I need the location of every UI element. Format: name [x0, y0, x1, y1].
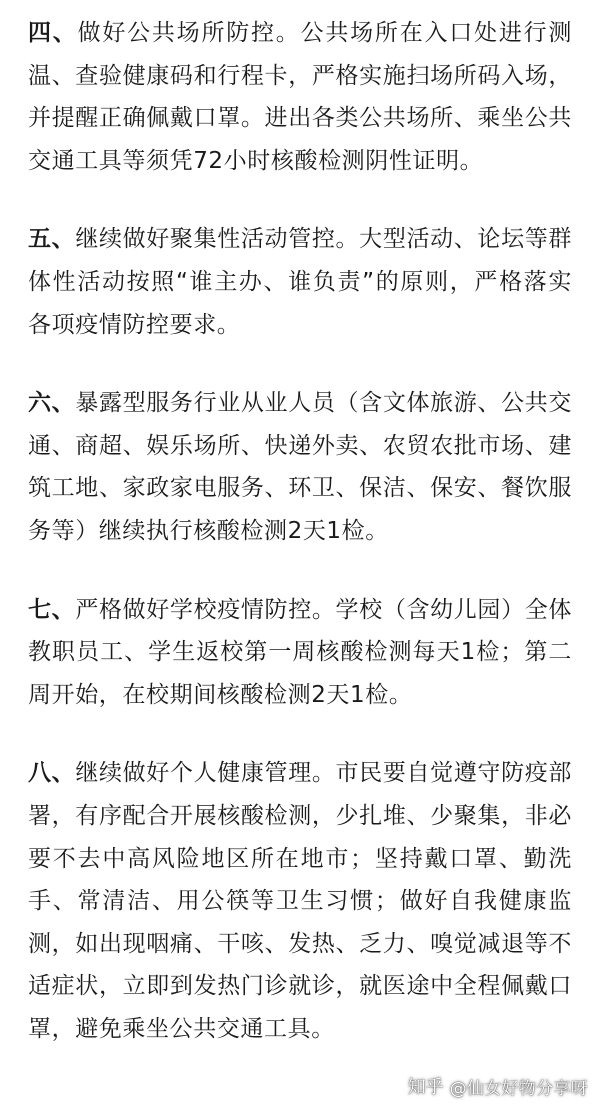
- paragraph-7-heading: 七、: [28, 596, 76, 623]
- paragraph-6-heading: 六、: [28, 390, 76, 417]
- paragraph-8: [28, 752, 572, 1050]
- watermark: [408, 1073, 588, 1099]
- paragraph-8-heading: 八、: [28, 760, 76, 787]
- paragraph-6: [28, 382, 572, 552]
- paragraph-4-text: 做好公共场所防控。公共场所在入口处进行测温、查验健康码和行程卡，严格实施扫场所码入场，并提醒正确佩戴口罩。进出各类公共场所、乘坐公共交通工具等须凭72小时核酸检测阴性证明。: [28, 20, 572, 174]
- paragraph-6-text: 暴露型服务行业从业人员（含文体旅游、公共交通、商超、娱乐场所、快递外卖、农贸农批市场、建筑工地、家政家电服务、环卫、保洁、保安、餐饮服务等）继续执行核酸检测2天1检。: [28, 390, 572, 544]
- paragraph-8-text: 继续做好个人健康管理。市民要自觉遵守防疫部署，有序配合开展核酸检测，少扎堆、少聚集，非必要不去中高风险地区所在地市；坚持戴口罩、勤洗手、常清洁、用公筷等卫生习惯；做好自我健康监测，如出现咽痛、干咳、发热、乏力、嗅觉减退等不适症状，立即到发热门诊就诊，就医途中全程佩戴口罩，避免乘坐公共交通工具。: [28, 760, 572, 1042]
- paragraph-4-heading: 四、: [28, 20, 78, 46]
- paragraph-5-text: 继续做好聚集性活动管控。大型活动、论坛等群体性活动按照“谁主办、谁负责”的原则，严格落实各项疫情防控要求。: [28, 226, 572, 338]
- paragraph-4: [28, 12, 572, 182]
- paragraph-7-text: 严格做好学校疫情防控。学校（含幼儿园）全体教职员工、学生返校第一周核酸检测每天1检；第二周开始，在校期间核酸检测2天1检。: [28, 596, 572, 708]
- watermark-handle: @仙女好物分享呀: [449, 1078, 588, 1099]
- paragraph-5: [28, 218, 572, 346]
- paragraph-5-heading: 五、: [28, 226, 76, 253]
- watermark-brand: 知乎: [407, 1077, 444, 1098]
- paragraph-7: [28, 589, 572, 717]
